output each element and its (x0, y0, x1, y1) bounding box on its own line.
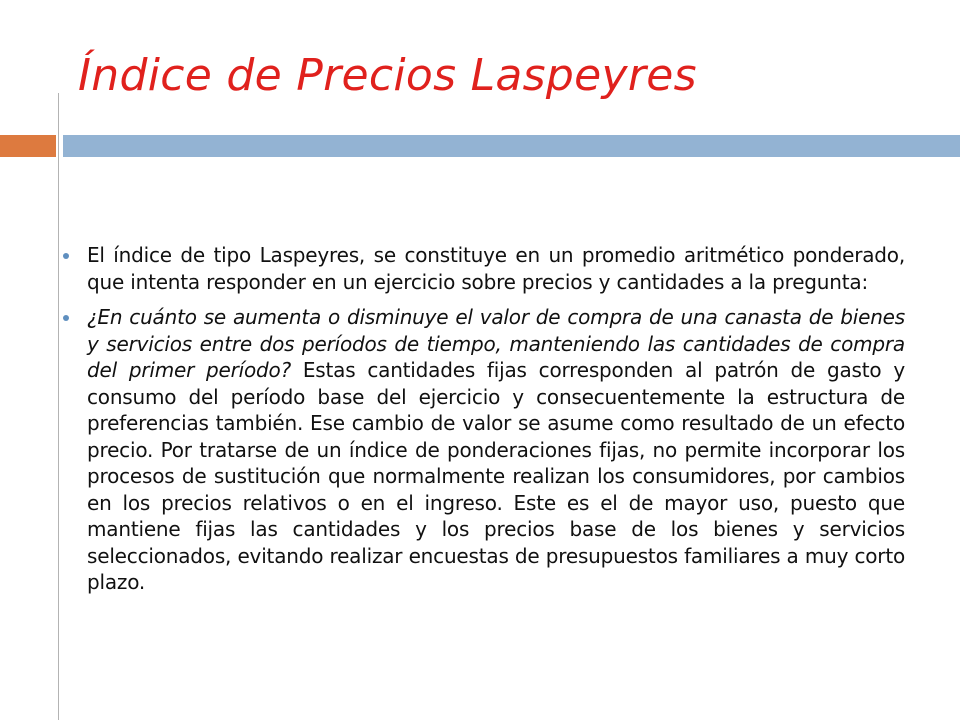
bullet-dot-icon (63, 315, 69, 321)
slide-title: Índice de Precios Laspeyres (78, 50, 697, 101)
bullet-item-question (63, 304, 905, 596)
bullet-dot-icon (63, 253, 69, 259)
bullet-text-explanation: Estas cantidades fijas corresponden al patrón de gasto y consumo del período base del ejercicio y consecuentemente la estructura de preferencias también. Ese cambio de valor se asume como resultado de un efecto precio. Por tratarse de un índice de ponderaciones fijas, no permite incorporar los procesos de sustitución que normalmente realizan los consumidores, por cambios en los precios relativos o en el ingreso. Este es el de mayor uso, puesto que mantiene fijas las cantidades y los precios base de los bienes y servicios seleccionados, evitando realizar encuestas de presupuestos familiares a muy corto plazo. (87, 358, 905, 594)
accent-bar-blue (63, 135, 960, 157)
bullet-question-italic: ¿En cuánto se aumenta o disminuye el valor de compra de una canasta de bienes y servicios entre dos períodos de tiempo, manteniendo las cantidades de compra del primer período? (87, 305, 905, 382)
vertical-divider (58, 93, 59, 720)
bullet-item-definition (63, 242, 905, 295)
bullet-text-definition: El índice de tipo Laspeyres, se constituye en un promedio aritmético ponderado, que intenta responder en un ejercicio sobre precios y cantidades a la pregunta: (87, 243, 905, 294)
accent-bar-orange (0, 135, 56, 157)
bullet-list (63, 242, 905, 605)
